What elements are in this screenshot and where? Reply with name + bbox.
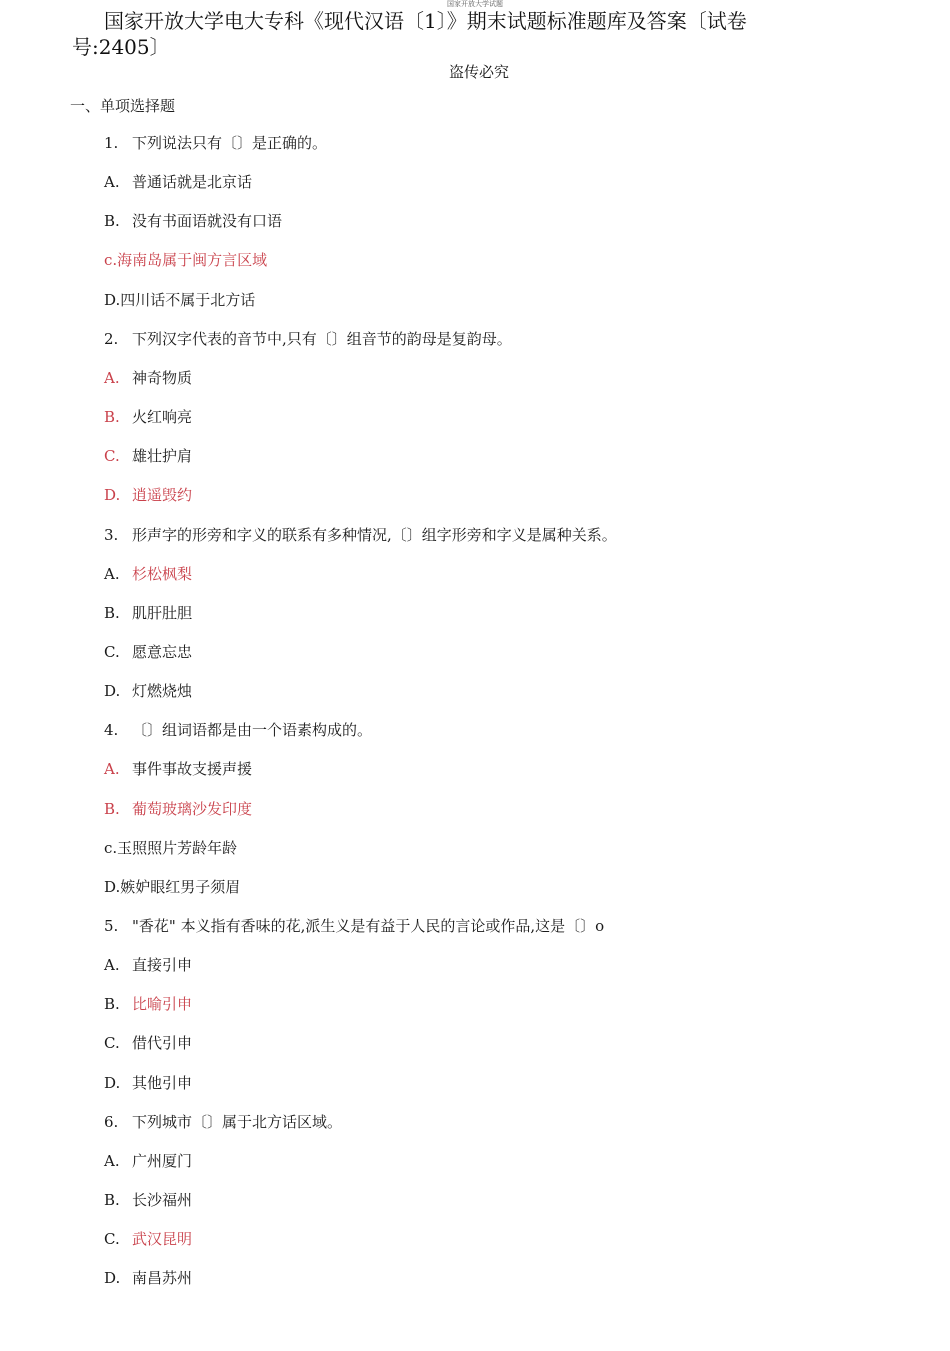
option-line [104,485,192,505]
line-text: 逍遥毁约 [132,486,193,504]
option-line [104,994,192,1014]
option-line [104,955,192,975]
line-text: 比喻引申 [132,995,193,1013]
line-text: 〔〕组词语都是由一个语素构成的。 [132,721,373,739]
line-label: C. [104,643,120,661]
line-label: B. [104,1191,120,1209]
line-text: 愿意忘忠 [132,643,193,661]
option-line [104,1073,192,1093]
running-header: 国家开放大学试题 [447,0,503,8]
line-label: 4. [104,721,119,739]
option-line [104,603,192,623]
option-line [104,172,252,192]
line-text: 四川话不属于北方话 [120,291,256,309]
line-text: 下列汉字代表的音节中,只有〔〕组音节的韵母是复韵母。 [132,330,512,348]
line-text: 嫉妒眼红男子须眉 [120,878,241,896]
option-line [104,877,240,897]
line-text: 直接引申 [132,956,193,974]
question-line [104,525,617,545]
line-label: C. [104,447,120,465]
line-label: A. [104,1152,120,1170]
option-line [104,1151,192,1171]
line-label: 5. [104,917,119,935]
line-label: A. [104,173,120,191]
section-heading: 一、单项选择题 [70,97,176,115]
line-text: 其他引申 [132,1074,193,1092]
option-line [104,368,192,388]
option-line [104,211,282,231]
line-text: 下列说法只有〔〕是正确的。 [132,134,328,152]
option-line [104,250,267,270]
line-label: D. [104,1269,121,1287]
line-label: D. [104,878,121,896]
line-text: 没有书面语就没有口语 [132,212,283,230]
option-line [104,1190,192,1210]
line-label: C. [104,1230,120,1248]
document-title: 国家开放大学电大专科《现代汉语〔1〕》期末试题标准题库及答案〔试卷号:2405〕 [72,9,747,59]
line-label: B. [104,212,120,230]
line-text: 雄壮护肩 [132,447,193,465]
document-subtitle: 盗传必究 [448,63,509,81]
line-label: C. [104,1034,120,1052]
line-label: D. [104,1074,121,1092]
line-text: 神奇物质 [132,369,193,387]
option-line [104,1033,192,1053]
line-label: B. [104,604,120,622]
line-label: B. [104,995,120,1013]
line-text: 杉松枫梨 [132,565,193,583]
line-label: A. [104,565,120,583]
line-label: D. [104,682,121,700]
line-label: 3. [104,526,119,544]
line-label: B. [104,408,120,426]
question-line [104,133,327,153]
line-text: 普通话就是北京话 [132,173,253,191]
line-text: 事件事故支援声援 [132,760,253,778]
line-label: c. [104,839,118,857]
line-text: 下列城市〔〕属于北方话区域。 [132,1113,343,1131]
option-line [104,838,237,858]
line-label: 6. [104,1113,119,1131]
line-text: 武汉昆明 [132,1230,193,1248]
option-line [104,446,192,466]
line-text: 海南岛属于闽方言区域 [117,251,268,269]
line-label: A. [104,956,120,974]
line-label: 1. [104,134,119,152]
line-text: 肌肝肚胆 [132,604,193,622]
line-label: 2. [104,330,119,348]
line-text: 火红响亮 [132,408,193,426]
option-line [104,407,192,427]
question-line [104,916,604,936]
line-text: 形声字的形旁和字义的联系有多种情况,〔〕组字形旁和字义是属种关系。 [132,526,617,544]
option-line [104,681,192,701]
line-label: A. [104,760,120,778]
question-line [104,720,372,740]
line-text: 广州厦门 [132,1152,193,1170]
option-line [104,799,252,819]
option-line [104,1229,192,1249]
line-text: 借代引申 [132,1034,193,1052]
line-text: 葡萄玻璃沙发印度 [132,800,253,818]
line-label: c. [104,251,118,269]
option-line [104,642,192,662]
line-text: 南昌苏州 [132,1269,193,1287]
line-text: 长沙福州 [132,1191,193,1209]
line-label: D. [104,291,121,309]
line-text: 玉照照片芳龄年龄 [117,839,238,857]
line-label: A. [104,369,120,387]
question-line [104,1112,342,1132]
option-line [104,290,255,310]
line-label: B. [104,800,120,818]
question-line [104,329,512,349]
line-label: D. [104,486,121,504]
option-line [104,759,252,779]
line-text: "香花" 本义指有香味的花,派生义是有益于人民的言论或作品,这是〔〕o [132,917,605,935]
option-line [104,564,192,584]
option-line [104,1268,192,1288]
line-text: 灯燃烧烛 [132,682,193,700]
